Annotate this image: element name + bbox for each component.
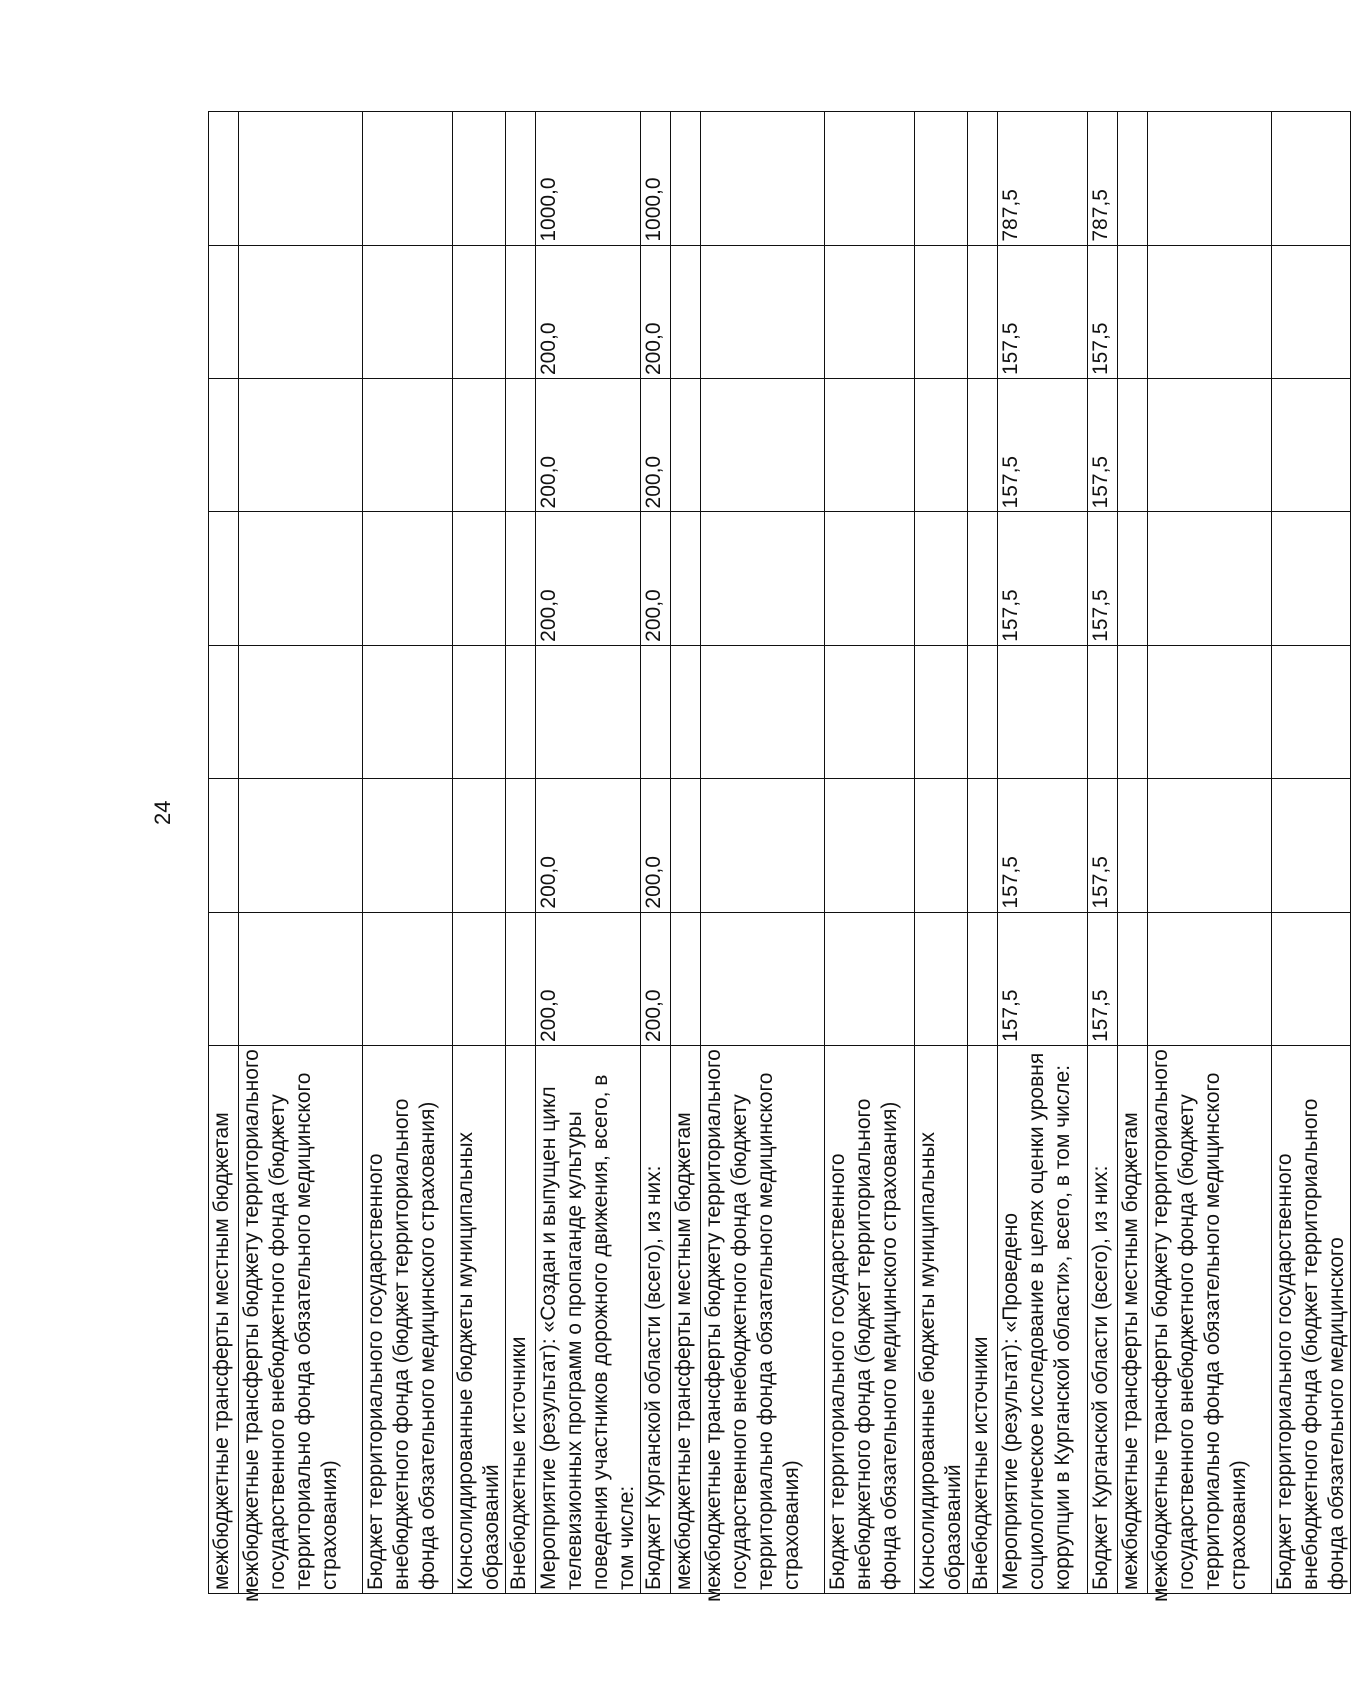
- table-row: [701, 112, 825, 1594]
- value-cell: [1118, 245, 1148, 378]
- value-cell: [915, 112, 968, 245]
- row-label: Консолидированные бюджеты муниципальных образований: [915, 1046, 968, 1594]
- value-cell: [1118, 912, 1148, 1045]
- value-cell: [915, 645, 968, 778]
- value-cell: [239, 645, 363, 778]
- value-cell: [701, 112, 825, 245]
- value-cell: [363, 379, 453, 512]
- value-cell: [363, 112, 453, 245]
- value-cell: 200,0: [641, 512, 671, 645]
- value-cell: [701, 512, 825, 645]
- value-cell: 200,0: [641, 379, 671, 512]
- value-cell: [1272, 912, 1351, 1045]
- row-label: межбюджетные трансферты местным бюджетам: [671, 1046, 701, 1594]
- value-cell: [209, 245, 239, 378]
- value-cell: 157,5: [998, 779, 1088, 912]
- row-label: Мероприятие (результат): «Проведено социологическое исследование в целях оценки уровня коррупции в Курганской области», всего, в том числе:: [998, 1046, 1088, 1594]
- value-cell: [968, 512, 998, 645]
- value-cell: 157,5: [1088, 779, 1118, 912]
- value-cell: [915, 379, 968, 512]
- table-row: [1272, 112, 1351, 1594]
- value-cell: [239, 512, 363, 645]
- value-cell: [998, 645, 1088, 778]
- value-cell: [1148, 379, 1272, 512]
- value-cell: [825, 379, 915, 512]
- value-cell: [1148, 112, 1272, 245]
- row-label: Мероприятие (результат): «Создан и выпущен цикл телевизионных программ о пропаганде культуры поведения участников дорожного движения, всего, в том числе:: [536, 1046, 641, 1594]
- value-cell: [1088, 645, 1118, 778]
- table-row: [363, 112, 453, 1594]
- row-label: межбюджетные трансферты местным бюджетам: [1118, 1046, 1148, 1594]
- value-cell: [239, 379, 363, 512]
- row-label: Консолидированные бюджеты муниципальных образований: [453, 1046, 506, 1594]
- value-cell: [968, 645, 998, 778]
- table-row: [1088, 112, 1118, 1594]
- value-cell: [968, 912, 998, 1045]
- value-cell: [506, 512, 536, 645]
- value-cell: [363, 512, 453, 645]
- value-cell: [1118, 645, 1148, 778]
- value-cell: 200,0: [641, 912, 671, 1045]
- value-cell: 157,5: [998, 512, 1088, 645]
- value-cell: [209, 112, 239, 245]
- value-cell: [825, 912, 915, 1045]
- value-cell: [1118, 112, 1148, 245]
- value-cell: [968, 245, 998, 378]
- value-cell: 200,0: [536, 379, 641, 512]
- value-cell: [506, 779, 536, 912]
- value-cell: [825, 112, 915, 245]
- value-cell: [506, 245, 536, 378]
- value-cell: [968, 779, 998, 912]
- value-cell: 200,0: [536, 245, 641, 378]
- table-row: [671, 112, 701, 1594]
- row-label: Внебюджетные источники: [506, 1046, 536, 1594]
- value-cell: [701, 779, 825, 912]
- value-cell: [701, 245, 825, 378]
- row-label: Бюджет территориального государственного внебюджетного фонда (бюджет территориального фонда обязательного медицинского: [1272, 1046, 1351, 1594]
- value-cell: [641, 645, 671, 778]
- table-row: [209, 112, 239, 1594]
- value-cell: [453, 645, 506, 778]
- value-cell: [825, 245, 915, 378]
- value-cell: [1148, 512, 1272, 645]
- value-cell: [239, 779, 363, 912]
- value-cell: [671, 645, 701, 778]
- value-cell: [671, 512, 701, 645]
- value-cell: 787,5: [1088, 112, 1118, 245]
- value-cell: [1148, 912, 1272, 1045]
- table-row: [1118, 112, 1148, 1594]
- value-cell: [701, 379, 825, 512]
- value-cell: [536, 645, 641, 778]
- value-cell: [915, 779, 968, 912]
- value-cell: 157,5: [1088, 245, 1118, 378]
- budget-table: [208, 111, 1351, 1602]
- page-number: 24: [150, 800, 175, 825]
- table-row: [825, 112, 915, 1594]
- value-cell: 157,5: [1088, 379, 1118, 512]
- value-cell: 787,5: [998, 112, 1088, 245]
- table-row: [641, 112, 671, 1594]
- value-cell: [363, 779, 453, 912]
- table-row: [239, 112, 363, 1594]
- value-cell: 200,0: [641, 245, 671, 378]
- value-cell: [453, 912, 506, 1045]
- row-label: межбюджетные трансферты бюджету территориального государственного внебюджетного фонда (бюджету территориально фонда обязательного медицинского страхования): [1148, 1046, 1272, 1594]
- value-cell: [1148, 645, 1272, 778]
- value-cell: [915, 245, 968, 378]
- value-cell: 157,5: [1088, 512, 1118, 645]
- value-cell: [1272, 245, 1351, 378]
- table-row: [506, 112, 536, 1594]
- value-cell: [506, 645, 536, 778]
- value-cell: [968, 379, 998, 512]
- value-cell: [209, 379, 239, 512]
- value-cell: [506, 912, 536, 1045]
- value-cell: 157,5: [1088, 912, 1118, 1045]
- value-cell: [363, 645, 453, 778]
- value-cell: 157,5: [998, 379, 1088, 512]
- value-cell: [363, 912, 453, 1045]
- value-cell: [825, 645, 915, 778]
- value-cell: [239, 912, 363, 1045]
- value-cell: [825, 779, 915, 912]
- value-cell: [1148, 779, 1272, 912]
- row-label: Бюджет Курганской области (всего), из них:: [1088, 1046, 1118, 1594]
- rotated-page-content: [208, 112, 1348, 1602]
- value-cell: [453, 112, 506, 245]
- value-cell: 157,5: [998, 912, 1088, 1045]
- value-cell: 157,5: [998, 245, 1088, 378]
- value-cell: [915, 512, 968, 645]
- budget-table-body: [209, 112, 1351, 1602]
- row-label: Бюджет территориального государственного внебюджетного фонда (бюджет территориального фонда обязательного медицинского страхования): [363, 1046, 453, 1594]
- value-cell: [968, 112, 998, 245]
- value-cell: [453, 779, 506, 912]
- value-cell: [671, 379, 701, 512]
- row-label: Внебюджетные источники: [968, 1046, 998, 1594]
- value-cell: [209, 779, 239, 912]
- value-cell: [1118, 512, 1148, 645]
- value-cell: [671, 912, 701, 1045]
- value-cell: [1272, 645, 1351, 778]
- value-cell: 200,0: [641, 779, 671, 912]
- value-cell: [209, 512, 239, 645]
- value-cell: [1272, 379, 1351, 512]
- table-row: [536, 112, 641, 1594]
- row-label: межбюджетные трансферты местным бюджетам: [209, 1046, 239, 1594]
- value-cell: 1000,0: [536, 112, 641, 245]
- value-cell: [363, 245, 453, 378]
- row-label: межбюджетные трансферты бюджету территориального государственного внебюджетного фонда (бюджету территориально фонда обязательного медицинского страхования): [701, 1046, 825, 1594]
- value-cell: [1272, 779, 1351, 912]
- value-cell: [671, 112, 701, 245]
- value-cell: [701, 645, 825, 778]
- value-cell: [453, 245, 506, 378]
- value-cell: [1148, 245, 1272, 378]
- table-row: [968, 112, 998, 1594]
- value-cell: [506, 379, 536, 512]
- value-cell: [239, 112, 363, 245]
- value-cell: 200,0: [536, 912, 641, 1045]
- value-cell: [453, 379, 506, 512]
- value-cell: [701, 912, 825, 1045]
- table-row: [453, 112, 506, 1594]
- value-cell: 200,0: [536, 779, 641, 912]
- value-cell: [915, 912, 968, 1045]
- value-cell: [1118, 779, 1148, 912]
- value-cell: [1118, 379, 1148, 512]
- value-cell: [1272, 512, 1351, 645]
- table-row: [998, 112, 1088, 1594]
- value-cell: [671, 779, 701, 912]
- table-row: [1148, 112, 1272, 1594]
- row-label: Бюджет территориального государственного внебюджетного фонда (бюджет территориального фонда обязательного медицинского страхования): [825, 1046, 915, 1594]
- row-label: межбюджетные трансферты бюджету территориального государственного внебюджетного фонда (бюджету территориально фонда обязательного медицинского страхования): [239, 1046, 363, 1594]
- value-cell: 1000,0: [641, 112, 671, 245]
- value-cell: [825, 512, 915, 645]
- value-cell: [506, 112, 536, 245]
- value-cell: [1272, 112, 1351, 245]
- row-label: Бюджет Курганской области (всего), из них:: [641, 1046, 671, 1594]
- table-row: [915, 112, 968, 1594]
- value-cell: [209, 645, 239, 778]
- value-cell: [453, 512, 506, 645]
- value-cell: 200,0: [536, 512, 641, 645]
- value-cell: [671, 245, 701, 378]
- value-cell: [239, 245, 363, 378]
- value-cell: [209, 912, 239, 1045]
